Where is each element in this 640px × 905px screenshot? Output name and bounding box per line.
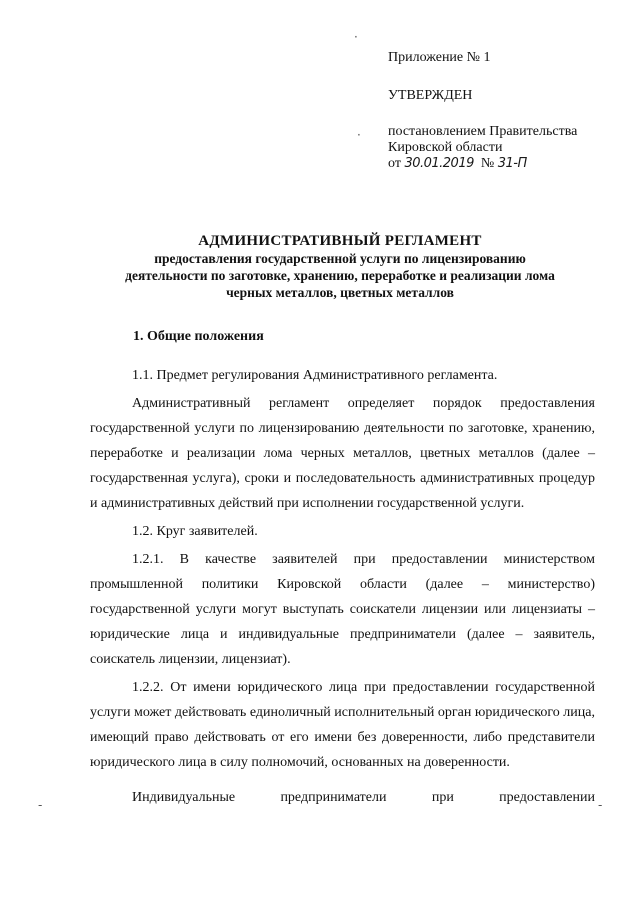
scan-speck: - — [38, 798, 43, 812]
title-main: АДМИНИСТРАТИВНЫЙ РЕГЛАМЕНТ — [198, 233, 482, 249]
approval-line-2: Кировской области — [388, 140, 503, 155]
document-body — [90, 363, 595, 810]
handwritten-number: 31-П — [497, 156, 527, 171]
paragraph: 1.1. Предмет регулирования Административного регламента. — [132, 368, 498, 383]
title-sub-line: деятельности по заготовке, хранению, переработке и реализации лома — [125, 268, 555, 283]
handwritten-date: 30.01.2019 — [404, 156, 474, 171]
approval-date-line — [388, 156, 577, 172]
title-sub-line: предоставления государственной услуги по лицензированию — [154, 251, 526, 266]
appendix-label: Приложение № 1 — [388, 50, 491, 65]
scan-speck: - — [598, 798, 603, 812]
scan-speck: · — [354, 30, 358, 44]
paragraph: 1.2. Круг заявителей. — [132, 524, 258, 539]
paragraph: 1.2.2. От имени юридического лица при предоставлении государственной услуги может действовать единоличный исполнительный орган юридического лица, имеющий право действовать от его имени без доверенности, либо представители юридического лица в силу полномочий, основанных на доверенности. — [90, 680, 595, 770]
approved-label: УТВЕРЖДЕН — [388, 88, 473, 103]
paragraph: Индивидуальные предприниматели при предоставлении — [132, 790, 595, 805]
approval-block — [388, 50, 577, 172]
date-prefix: от — [388, 156, 401, 171]
number-prefix: № — [480, 156, 495, 171]
section-heading: 1. Общие положения — [133, 329, 264, 344]
scan-speck: · — [357, 128, 361, 142]
document-title — [70, 232, 610, 301]
paragraph: Административный регламент определяет порядок предоставления государственной услуги по лицензированию деятельности по заготовке, хранению, переработке и реализации лома черных металлов, цветных металлов (далее – государственная услуга), сроки и последовательность административных процедур и административных действий при исполнении государственной услуги. — [90, 396, 595, 511]
paragraph: 1.2.1. В качестве заявителей при предоставлении министерством промышленной политики Кировской области (далее – министерство) государственной услуги могут выступать соискатели лицензии или лицензиаты – юридические лица и индивидуальные предприниматели (далее – заявитель, соискатель лицензии, лицензиат). — [90, 552, 595, 667]
approval-line-1: постановлением Правительства — [388, 124, 578, 139]
title-sub-line: черных металлов, цветных металлов — [226, 285, 454, 300]
